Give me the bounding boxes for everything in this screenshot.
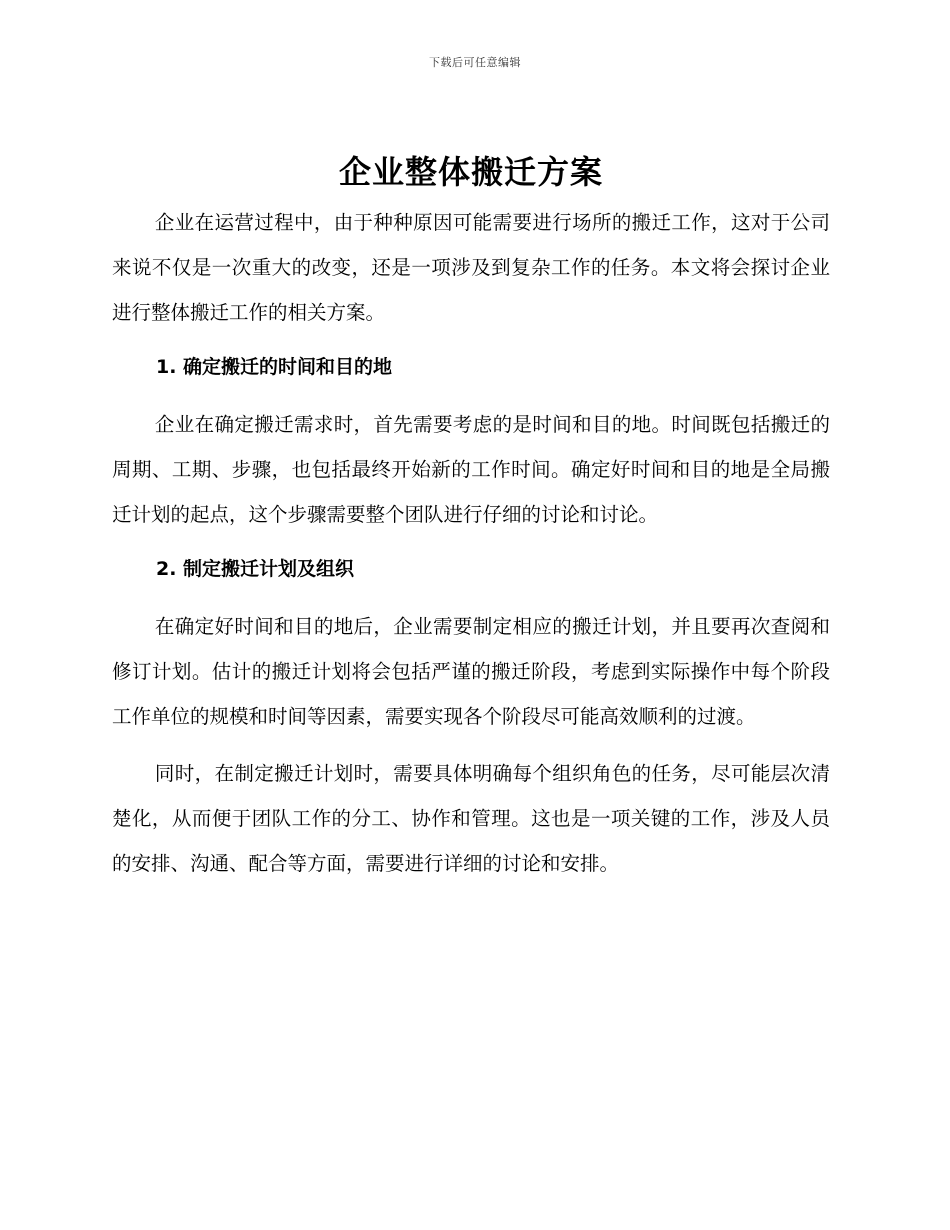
header-note: 下载后可任意编辑	[429, 56, 521, 69]
section-2-paragraph-2: 同时，在制定搬迁计划时，需要具体明确每个组织角色的任务，尽可能层次清楚化，从而便于团队工作的分工、协作和管理。这也是一项关键的工作，涉及人员的安排、沟通、配合等方面，需要进行详细的讨论和安排。	[112, 762, 830, 875]
section-2-paragraph-1: 在确定好时间和目的地后，企业需要制定相应的搬迁计划，并且要再次查阅和修订计划。估计的搬迁计划将会包括严谨的搬迁阶段，考虑到实际操作中每个阶段工作单位的规模和时间等因素，需要实现各个阶段尽可能高效顺利的过渡。	[112, 615, 830, 728]
intro-paragraph: 企业在运营过程中，由于种种原因可能需要进行场所的搬迁工作，这对于公司来说不仅是一次重大的改变，还是一项涉及到复杂工作的任务。本文将会探讨企业进行整体搬迁工作的相关方案。	[112, 211, 830, 324]
document-body	[112, 150, 830, 886]
section-heading-2: 2. 制定搬迁计划及组织	[156, 558, 355, 580]
document-title: 企业整体搬迁方案	[338, 153, 603, 191]
section-heading-1: 1. 确定搬迁的时间和目的地	[156, 356, 393, 378]
section-1-paragraph-1: 企业在确定搬迁需求时，首先需要考虑的是时间和目的地。时间既包括搬迁的周期、工期、步骤，也包括最终开始新的工作时间。确定好时间和目的地是全局搬迁计划的起点，这个步骤需要整个团队进行仔细的讨论和讨论。	[112, 413, 830, 526]
